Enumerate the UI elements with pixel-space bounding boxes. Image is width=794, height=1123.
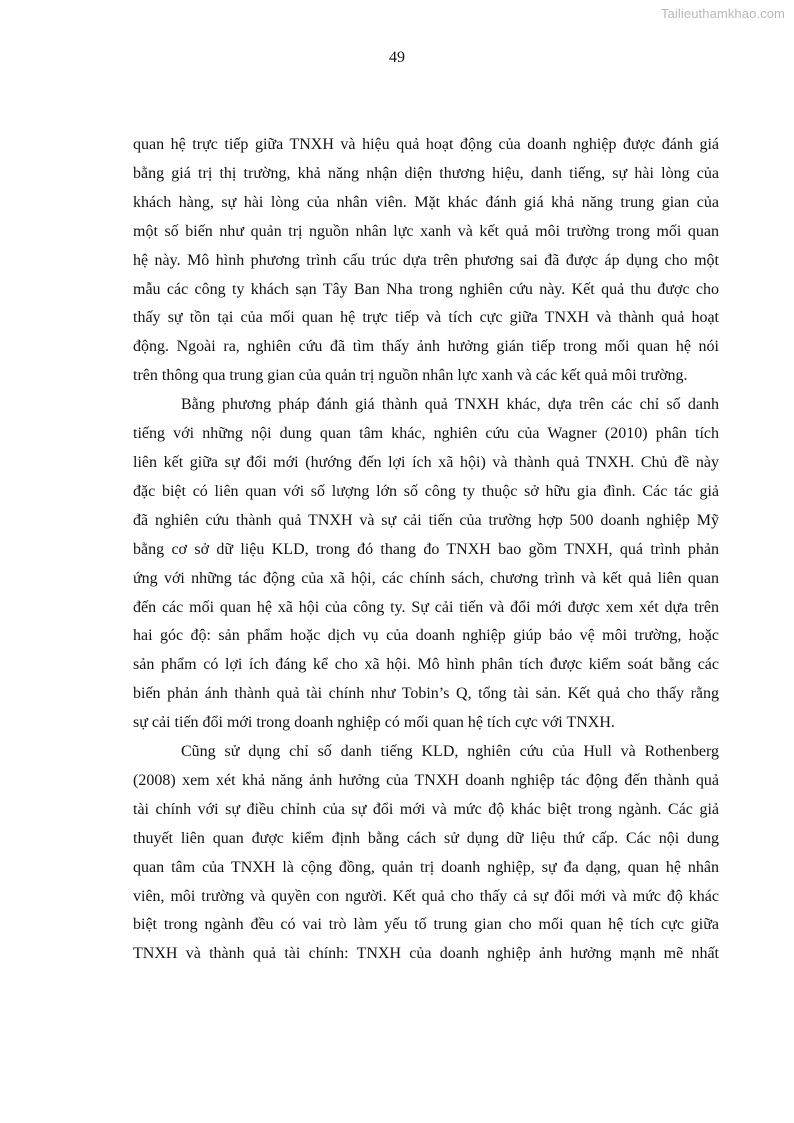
text-line: trên thông qua trung gian của quản trị nguồn nhân lực xanh và các kết quả môi trường. [133,367,688,385]
text-line: thấy sự tồn tại của mối quan hệ trực tiếp và tích cực giữa TNXH và thành quả hoạt [133,309,719,327]
text-line: (2008) xem xét khả năng ảnh hưởng của TNXH doanh nghiệp tác động đến thành quả [133,771,719,789]
text-line: sản phẩm có lợi ích đáng kể cho xã hội. Mô hình phân tích được kiểm soát bằng các [133,656,719,674]
text-line: liên kết giữa sự đổi mới (hướng đến lợi ích xã hội) và thành quả TNXH. Chủ đề này [133,453,719,471]
text-line: quan hệ trực tiếp giữa TNXH và hiệu quả hoạt động của doanh nghiệp được đánh giá [133,136,719,153]
text-line: quan tâm của TNXH là cộng đồng, quản trị doanh nghiệp, sự đa dạng, quan hệ nhân [133,858,719,876]
paragraph-3 [133,738,719,969]
text-line: mẫu các công ty khách sạn Tây Ban Nha trong nghiên cứu này. Kết quả thu được cho [133,280,719,298]
paragraph-1 [133,131,719,391]
text-line: một số biến như quản trị nguồn nhân lực xanh và kết quả môi trường trong mối quan [133,222,719,240]
text-line: thuyết liên quan được kiểm định bằng cách sử dụng dữ liệu thứ cấp. Các nội dung [133,829,719,847]
text-line: Cũng sử dụng chỉ số danh tiếng KLD, nghiên cứu của Hull và Rothenberg [181,743,719,761]
text-line: đặc biệt có liên quan với số lượng lớn số công ty thuộc sở hữu gia đình. Các tác giả [133,482,719,500]
text-line: ứng với những tác động của xã hội, các chính sách, chương trình và kết quả liên quan [133,569,719,587]
text-line: sự cải tiến đổi mới trong doanh nghiệp có mối quan hệ tích cực với TNXH. [133,714,615,732]
text-line: tài chính với sự điều chỉnh của sự đổi mới và mức độ khác biệt trong ngành. Các giả [133,800,719,818]
text-line: động. Ngoài ra, nghiên cứu đã tìm thấy ảnh hưởng gián tiếp trong mối quan hệ nói [133,338,719,356]
watermark: Tailieuthamkhao.com [660,6,785,21]
text-line: Bằng phương pháp đánh giá thành quả TNXH khác, dựa trên các chỉ số danh [181,396,719,414]
text-line: TNXH và thành quả tài chính: TNXH của doanh nghiệp ảnh hưởng mạnh mẽ nhất [133,945,719,963]
text-line: tiếng với những nội dung quan tâm khác, nghiên cứu của Wagner (2010) phân tích [133,425,719,443]
text-line: bằng giá trị thị trường, khả năng nhận diện thương hiệu, danh tiếng, sự hài lòng của [133,164,719,182]
text-line: đến các mối quan hệ xã hội của công ty. Sự cải tiến và đổi mới được xem xét dựa trên [133,598,719,616]
body-text [133,131,719,969]
text-line: biệt trong ngành đều có vai trò làm yếu tố trung gian cho mối quan hệ tích cực giữa [133,916,719,934]
text-line: viên, môi trường và quyền con người. Kết quả cho thấy cả sự đổi mới và mức độ khác [133,887,719,905]
text-line: bằng cơ sở dữ liệu KLD, trong đó thang đo TNXH bao gồm TNXH, quá trình phản [133,540,719,558]
text-line: hai góc độ: sản phẩm hoặc dịch vụ của doanh nghiệp giúp bảo vệ môi trường, hoặc [133,627,719,645]
text-line: khách hàng, sự hài lòng của nhân viên. Mặt khác đánh giá khả năng trung gian của [133,193,719,211]
paragraph-2 [133,391,719,738]
text-line: hệ này. Mô hình phương trình cấu trúc dựa trên phương sai đã được áp dụng cho một [133,251,719,269]
page-number: 49 [389,49,405,66]
text-line: đã nghiên cứu thành quả TNXH và sự cải tiến của trường hợp 500 doanh nghiệp Mỹ [133,511,719,529]
text-line: biến phản ánh thành quả tài chính như Tobin’s Q, tổng tài sản. Kết quả cho thấy rằng [133,685,719,703]
